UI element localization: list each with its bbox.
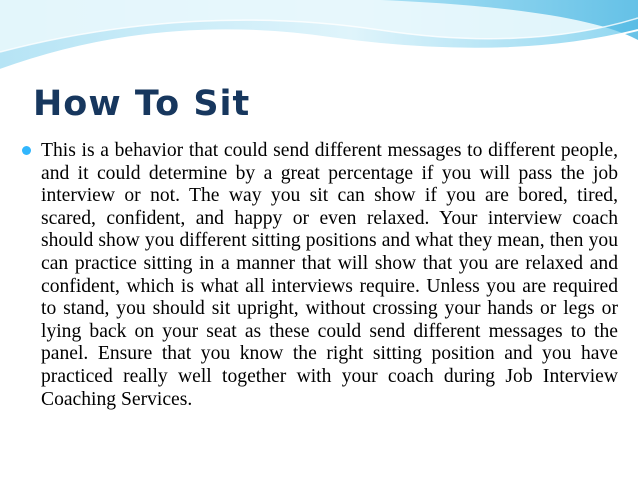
- bullet-list-item: [22, 140, 618, 411]
- slide-title: How To Sit: [33, 84, 251, 124]
- bullet-text: This is a behavior that could send different messages to different people, and it could determine by a great percentage if you will pass the job interview or not. The way you sit can show if you are bored, tired, scared, confident, and happy or even relaxed. Your interview coach should show you different sitting positions and what they mean, then you can practice sitting in a manner that will show that you are relaxed and confident, which is what all interviews require. Unless you are required to stand, you should sit upright, without crossing your hands or legs or lying back on your seat as these could send different messages to the panel. Ensure that you know the right sitting position and you have practiced really well together with your coach during Job Interview Coaching Services.: [41, 140, 618, 410]
- bullet-dot-icon: [22, 146, 31, 155]
- header-wave-decoration: [0, 0, 638, 80]
